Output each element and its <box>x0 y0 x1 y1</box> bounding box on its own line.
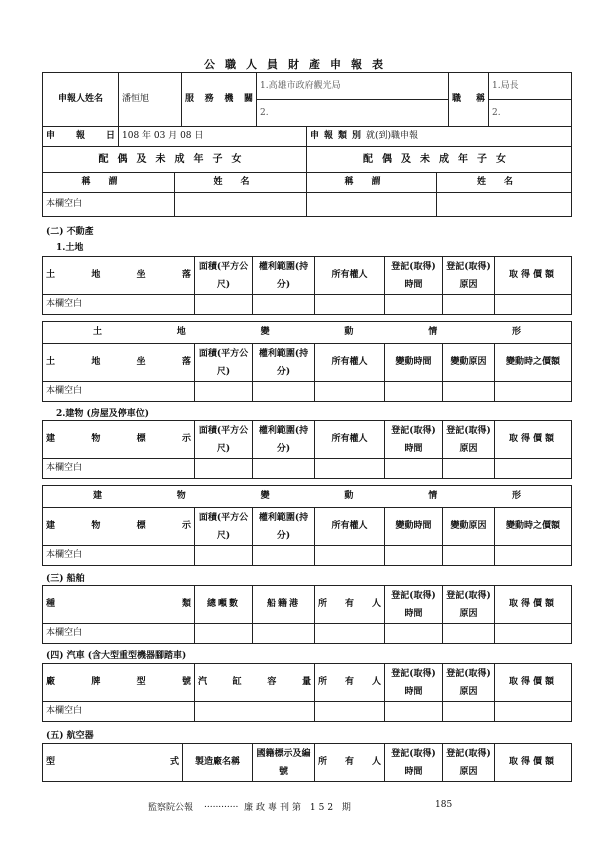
land-col-location: 土地坐落 <box>43 257 195 295</box>
ship-col-reg-time: 登記(取得)時間 <box>385 586 443 624</box>
land-col-rights: 權利範圍(持分) <box>253 257 315 295</box>
car-blank-cell <box>385 702 443 722</box>
car-col-owner: 所有人 <box>315 664 385 702</box>
ship-blank-cell <box>315 624 385 644</box>
spouse-col-name-right: 姓名 <box>437 173 572 193</box>
car-blank-cell <box>443 702 495 722</box>
declaration-type-label: 申報類別 <box>310 131 367 141</box>
car-col-price: 取得價額 <box>495 664 572 702</box>
building-change-col-rights: 權利範圍(持分) <box>253 508 315 546</box>
land-change-blank-cell <box>195 382 253 402</box>
car-blank-cell <box>495 702 572 722</box>
spouse-blank-cell <box>307 193 437 217</box>
car-blank-cell <box>195 702 315 722</box>
building-change-col-owner: 所有權人 <box>315 508 385 546</box>
aircraft-col-maker: 製造廠名稱 <box>183 744 253 782</box>
land-change-blank-cell <box>443 382 495 402</box>
building-col-area: 面積(平方公尺) <box>195 421 253 459</box>
building-blank-cell <box>315 459 385 479</box>
land-change-col-price: 變動時之價額 <box>495 344 572 382</box>
land-table <box>42 256 572 315</box>
spouse-section-label-left: 配偶及未成年子女 <box>43 147 307 173</box>
section-building: 2.建物 (房屋及停車位) <box>56 409 150 419</box>
building-change-blank-cell <box>385 546 443 566</box>
building-blank-cell <box>195 459 253 479</box>
land-col-reg-reason: 登記(取得)原因 <box>443 257 495 295</box>
building-change-blank-cell <box>253 546 315 566</box>
building-change-col-area: 面積(平方公尺) <box>195 508 253 546</box>
declarant-name-label: 申報人姓名 <box>43 73 119 127</box>
aircraft-table <box>42 743 572 782</box>
section-car: (四) 汽車 (含大型重型機器腳踏車) <box>46 651 187 661</box>
spouse-col-relation-right: 稱謂 <box>307 173 437 193</box>
land-change-blank-cell <box>253 382 315 402</box>
building-change-col-reason: 變動原因 <box>443 508 495 546</box>
spouse-blank-cell <box>437 193 572 217</box>
ship-table <box>42 585 572 644</box>
building-change-col-price: 變動時之價額 <box>495 508 572 546</box>
position-label: 職稱 <box>449 73 489 127</box>
land-change-blank-cell <box>315 382 385 402</box>
building-blank-cell <box>253 459 315 479</box>
land-col-reg-time: 登記(取得)時間 <box>385 257 443 295</box>
section-aircraft: (五) 航空器 <box>46 731 94 741</box>
ship-blank-cell <box>443 624 495 644</box>
building-empty-text: 本欄空白 <box>43 459 195 479</box>
land-change-blank-cell <box>495 382 572 402</box>
building-change-blank-cell <box>495 546 572 566</box>
land-change-col-area: 面積(平方公尺) <box>195 344 253 382</box>
land-blank-cell <box>495 295 572 315</box>
building-change-blank-cell <box>443 546 495 566</box>
ship-col-port: 船籍港 <box>253 586 315 624</box>
spouse-col-relation-left: 稱謂 <box>43 173 175 193</box>
land-change-col-rights: 權利範圍(持分) <box>253 344 315 382</box>
declaration-date-label: 申報日 <box>43 127 119 147</box>
car-col-cc: 汽缸容量 <box>195 664 315 702</box>
land-blank-cell <box>443 295 495 315</box>
building-col-label: 建物標示 <box>43 421 195 459</box>
car-empty-text: 本欄空白 <box>43 702 195 722</box>
ship-blank-cell <box>253 624 315 644</box>
building-change-empty-text: 本欄空白 <box>43 546 195 566</box>
spouse-section-label-right: 配偶及未成年子女 <box>307 147 572 173</box>
land-change-empty-text: 本欄空白 <box>43 382 195 402</box>
agency-line-1: 1.高雄市政府觀光局 <box>257 73 449 100</box>
building-table <box>42 420 572 479</box>
ship-blank-cell <box>195 624 253 644</box>
car-col-reg-reason: 登記(取得)原因 <box>443 664 495 702</box>
declarant-name-value: 潘恒旭 <box>119 73 182 127</box>
land-col-area: 面積(平方公尺) <box>195 257 253 295</box>
ship-blank-cell <box>495 624 572 644</box>
car-table <box>42 663 572 722</box>
ship-col-price: 取得價額 <box>495 586 572 624</box>
ship-col-owner: 所有人 <box>315 586 385 624</box>
car-col-reg-time: 登記(取得)時間 <box>385 664 443 702</box>
aircraft-col-owner: 所有人 <box>315 744 385 782</box>
land-change-col-location: 土地坐落 <box>43 344 195 382</box>
section-real-estate: (二) 不動產 <box>46 227 94 237</box>
land-change-col-owner: 所有權人 <box>315 344 385 382</box>
building-blank-cell <box>495 459 572 479</box>
car-blank-cell <box>315 702 385 722</box>
land-change-blank-cell <box>385 382 443 402</box>
footer-page-number: 185 <box>435 800 453 810</box>
land-change-heading: 土地變動情形 <box>43 322 572 344</box>
aircraft-col-reg-time: 登記(取得)時間 <box>385 744 443 782</box>
aircraft-col-price: 取得價額 <box>495 744 572 782</box>
agency-label: 服務機關 <box>182 73 257 127</box>
building-change-blank-cell <box>195 546 253 566</box>
ship-col-kind: 種類 <box>43 586 195 624</box>
building-col-price: 取得價額 <box>495 421 572 459</box>
aircraft-col-reg-mark: 國籍標示及編號 <box>253 744 315 782</box>
position-line-1: 1.局長 <box>489 73 572 100</box>
land-blank-cell <box>315 295 385 315</box>
declaration-type-value: 就(到)職申報 <box>366 131 419 141</box>
building-col-reg-time: 登記(取得)時間 <box>385 421 443 459</box>
land-empty-text: 本欄空白 <box>43 295 195 315</box>
footer-issue: 廉政專刊第 152 期 <box>244 803 354 813</box>
building-change-blank-cell <box>315 546 385 566</box>
aircraft-col-model: 型式 <box>43 744 183 782</box>
spouse-col-name-left: 姓名 <box>175 173 307 193</box>
land-change-col-reason: 變動原因 <box>443 344 495 382</box>
declaration-date-value: 108 年 03 月 08 日 <box>119 127 307 147</box>
building-change-col-label: 建物標示 <box>43 508 195 546</box>
building-change-col-time: 變動時間 <box>385 508 443 546</box>
section-ship: (三) 船舶 <box>46 574 85 584</box>
footer-journal: 監察院公報 <box>148 803 194 813</box>
building-change-table <box>42 485 572 566</box>
spouse-blank-cell <box>175 193 307 217</box>
declarant-header-table <box>42 72 572 127</box>
car-col-model: 廠牌型號 <box>43 664 195 702</box>
declaration-type-cell <box>307 127 572 147</box>
building-change-heading: 建物變動情形 <box>43 486 572 508</box>
spouse-table <box>42 126 572 217</box>
footer-dots: ............ <box>204 800 239 810</box>
position-line-2: 2. <box>489 100 572 127</box>
ship-col-tonnage: 總噸數 <box>195 586 253 624</box>
building-blank-cell <box>443 459 495 479</box>
section-land: 1.土地 <box>56 243 84 253</box>
building-blank-cell <box>385 459 443 479</box>
form-title: 公職人員財產申報表 <box>204 58 393 71</box>
land-col-price: 取得價額 <box>495 257 572 295</box>
building-col-owner: 所有權人 <box>315 421 385 459</box>
agency-line-2: 2. <box>257 100 449 127</box>
land-blank-cell <box>253 295 315 315</box>
building-col-reg-reason: 登記(取得)原因 <box>443 421 495 459</box>
land-change-table <box>42 321 572 402</box>
ship-blank-cell <box>385 624 443 644</box>
land-col-owner: 所有權人 <box>315 257 385 295</box>
ship-col-reg-reason: 登記(取得)原因 <box>443 586 495 624</box>
land-blank-cell <box>385 295 443 315</box>
aircraft-col-reg-reason: 登記(取得)原因 <box>443 744 495 782</box>
land-blank-cell <box>195 295 253 315</box>
land-change-col-time: 變動時間 <box>385 344 443 382</box>
ship-empty-text: 本欄空白 <box>43 624 195 644</box>
spouse-empty-text: 本欄空白 <box>43 193 175 217</box>
building-col-rights: 權利範圍(持分) <box>253 421 315 459</box>
